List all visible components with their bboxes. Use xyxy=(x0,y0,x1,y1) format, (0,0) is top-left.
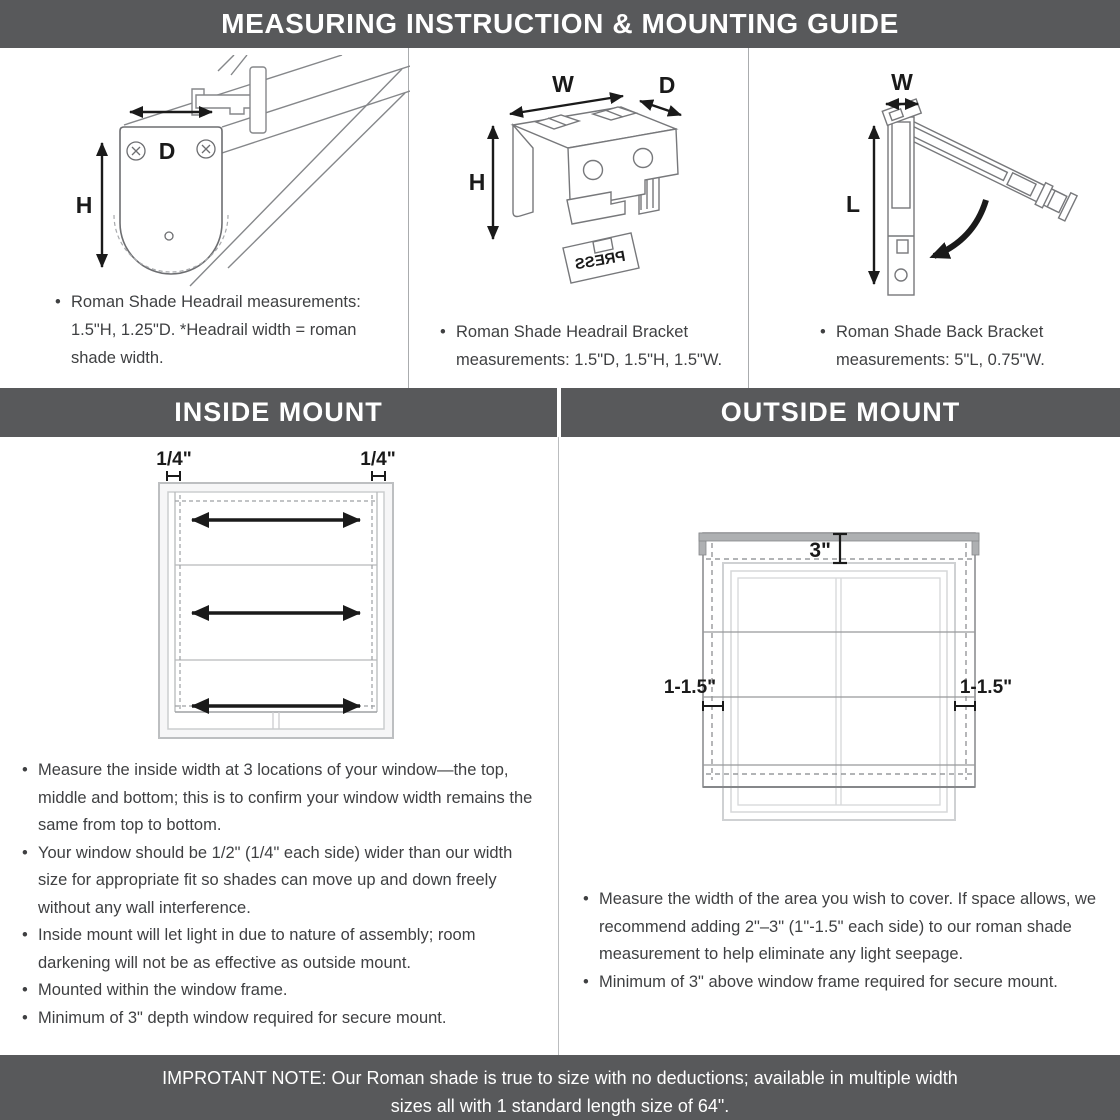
list-item: • Inside mount will let light in due to nature of assembly; room darkening will not be as effective as outside mount. xyxy=(22,922,537,977)
press-label-mirrored: PRESS xyxy=(573,247,627,274)
right-gap-label: 1-1.5" xyxy=(959,677,1013,698)
section-title: INSIDE MOUNT xyxy=(174,397,383,427)
depth-arrow xyxy=(640,101,681,115)
outside-mount-diagram xyxy=(630,490,1050,870)
dimension-label-h: H xyxy=(75,192,93,218)
dimension-label-h: H xyxy=(468,169,486,195)
quarter-inch-marks xyxy=(167,471,385,481)
footer-note: IMPROTANT NOTE: Our Roman shade is true to size with no deductions; available in multiple width sizes all with 1 standard length size of 64". xyxy=(162,1068,958,1116)
window-inner-frame xyxy=(168,492,384,729)
dimension-label-w: W xyxy=(552,71,574,97)
headrail-caption xyxy=(55,288,390,372)
bracket-bar xyxy=(888,117,914,295)
headrail-top-bracket xyxy=(192,67,266,133)
headrail-bracket-caption xyxy=(440,318,740,374)
page-title-bar xyxy=(0,0,1120,48)
caption-text: • Roman Shade Headrail measurements: 1.5"H, 1.25"D. *Headrail width = roman shade width. xyxy=(55,288,390,372)
section-title: OUTSIDE MOUNT xyxy=(720,397,961,427)
headrail-bracket-diagram xyxy=(415,62,745,312)
inside-mount-diagram xyxy=(130,443,430,753)
outside-mount-header xyxy=(561,388,1120,437)
footer-note-bar xyxy=(0,1055,1120,1120)
window-frame xyxy=(723,563,955,820)
back-bracket-caption xyxy=(820,318,1080,374)
top-gap-label: 3" xyxy=(809,539,831,562)
page-title: MEASURING INSTRUCTION & MOUNTING GUIDE xyxy=(221,8,899,39)
left-gap-label: 1-1.5" xyxy=(663,677,717,698)
dimension-label-w: W xyxy=(891,69,913,95)
inside-mount-header xyxy=(0,388,557,437)
right-gap-label: 1/4" xyxy=(360,449,396,470)
caption-text: • Roman Shade Back Bracket measurements: 5"L, 0.75"W. xyxy=(820,318,1080,374)
outside-mount-bullets xyxy=(583,886,1105,996)
left-gap-label: 1/4" xyxy=(156,449,192,470)
panel-divider xyxy=(748,48,749,388)
list-item: • Minimum of 3" depth window required for secure mount. xyxy=(22,1005,537,1033)
caption-text: • Roman Shade Headrail Bracket measurements: 1.5"D, 1.5"H, 1.5"W. xyxy=(440,318,740,374)
section-divider xyxy=(558,437,559,1055)
list-item: • Mounted within the window frame. xyxy=(22,977,537,1005)
list-item: • Measure the width of the area you wish to cover. If space allows, we recommend adding 2"–3" (1"-1.5" each side) to our roman shade measurement to help eliminate any light seepage. xyxy=(583,886,1105,969)
list-item: • Minimum of 3" above window frame required for secure mount. xyxy=(583,969,1105,997)
inside-mount-bullets xyxy=(22,757,537,1032)
dimension-label-l: L xyxy=(845,191,861,217)
list-item: • Measure the inside width at 3 locations of your window—the top, middle and bottom; this is to confirm your window width remains the same from top to bottom. xyxy=(22,757,537,840)
rotation-arrow xyxy=(934,200,986,256)
list-item: • Your window should be 1/2" (1/4" each side) wider than our width size for appropriate fit so shades can move up and down freely without any wall interference. xyxy=(22,840,537,923)
dimension-label-d: D xyxy=(658,72,676,98)
headrail-diagram xyxy=(0,55,410,305)
back-bracket-diagram xyxy=(750,60,1120,310)
dimension-label-d: D xyxy=(158,138,176,164)
